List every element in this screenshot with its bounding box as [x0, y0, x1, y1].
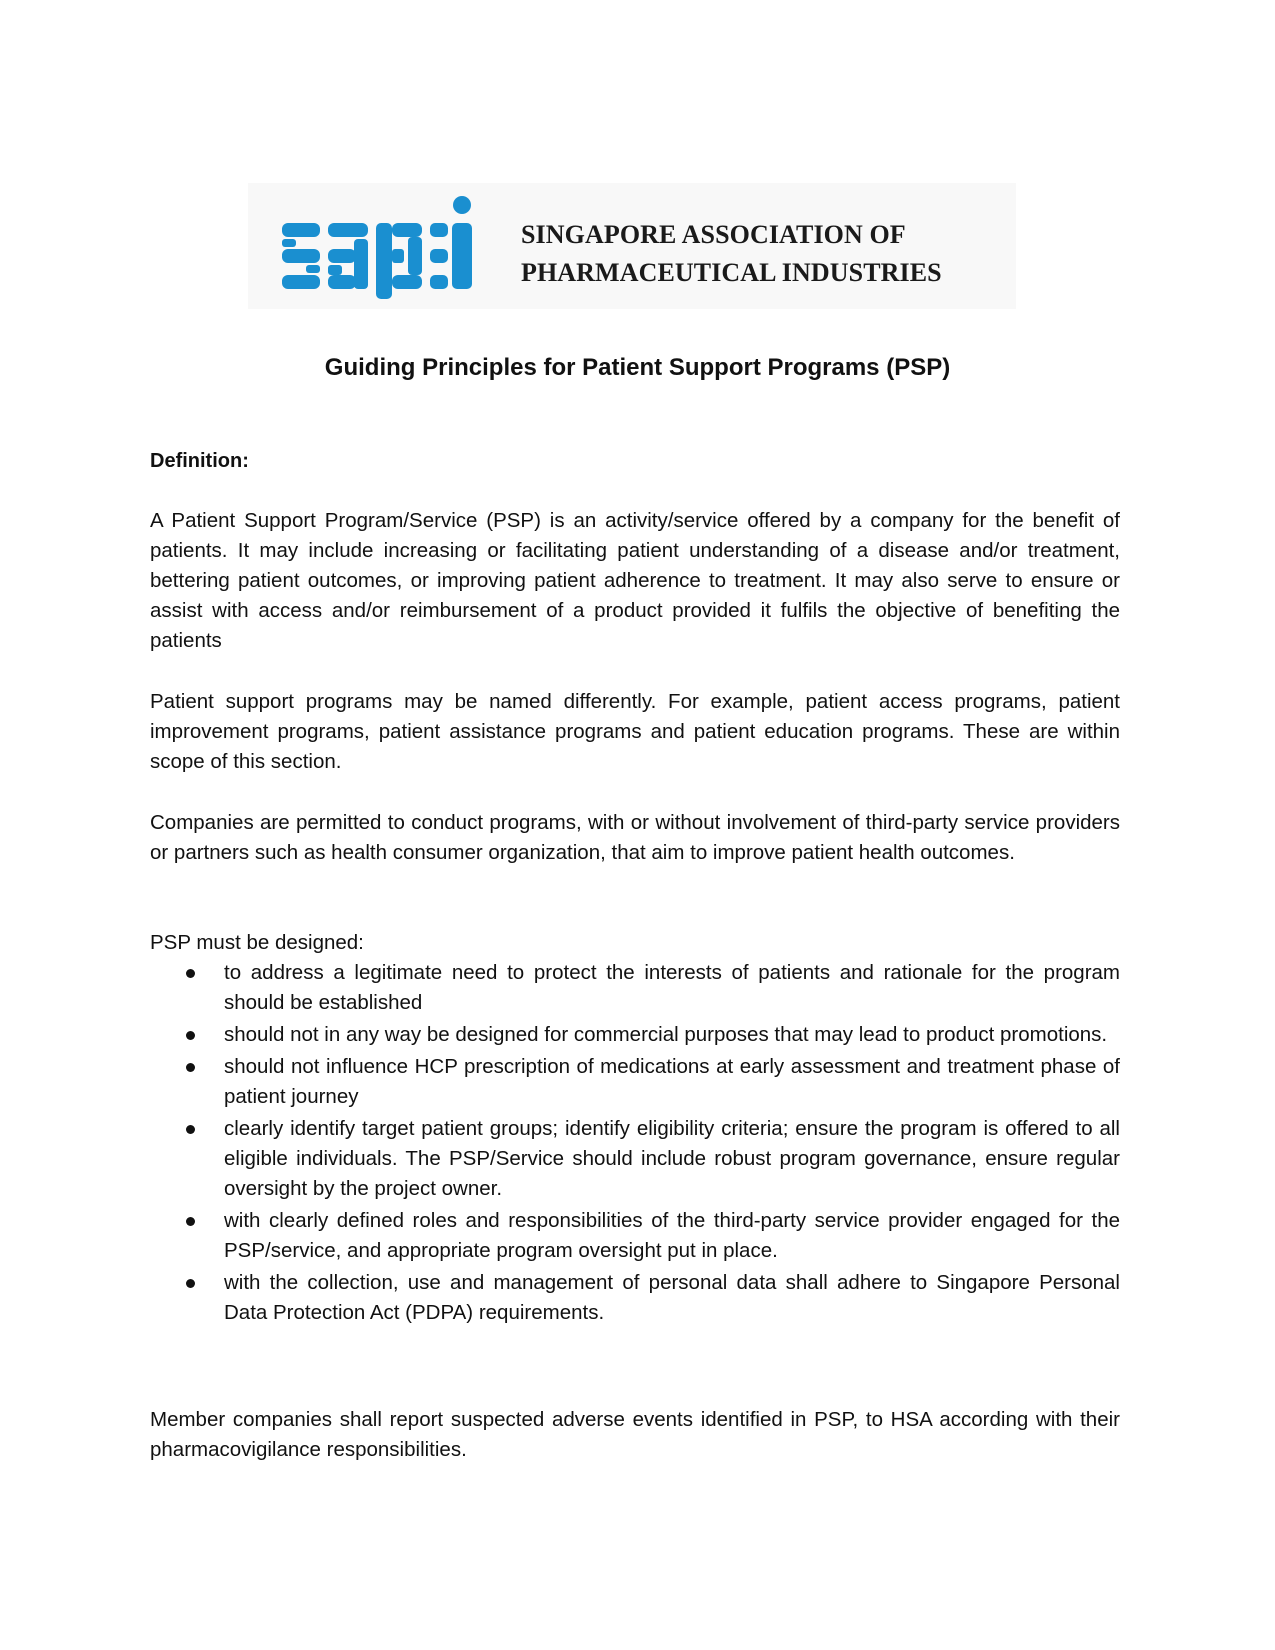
bullet-icon — [186, 1279, 195, 1288]
document-title: Guiding Principles for Patient Support Programs (PSP) — [324, 354, 951, 381]
list-item — [150, 958, 1120, 1018]
list-item — [150, 1052, 1120, 1112]
list-item-text: with clearly defined roles and responsibilities of the third-party service provider engaged for the PSP/service, and appropriate program oversight put in place. — [224, 1209, 1120, 1262]
list-item-text: should not in any way be designed for commercial purposes that may lead to product promotions. — [224, 1023, 1108, 1046]
list-item-text: clearly identify target patient groups; identify eligibility criteria; ensure the program is offered to all eligible individuals. The PSP/Service should include robust program governance, ensure regular oversight by the project owner. — [224, 1117, 1120, 1200]
bullet-icon — [186, 1063, 195, 1072]
list-intro: PSP must be designed: — [150, 931, 364, 954]
list-item-text: should not influence HCP prescription of medications at early assessment and treatment phase of patient journey — [224, 1055, 1120, 1108]
naming-paragraph: Patient support programs may be named differently. For example, patient access programs, patient improvement programs, patient assistance programs and patient education programs. These are within scope of this section. — [150, 690, 1120, 773]
bullet-icon — [186, 1031, 195, 1040]
definition-heading: Definition: — [150, 450, 249, 472]
bullet-icon — [186, 1125, 195, 1134]
list-item-text: to address a legitimate need to protect the interests of patients and rationale for the program should be established — [224, 961, 1120, 1014]
list-item-text: with the collection, use and management of personal data shall adhere to Singapore Personal Data Protection Act (PDPA) requirements. — [224, 1271, 1120, 1324]
adverse-events-paragraph: Member companies shall report suspected adverse events identified in PSP, to HSA according with their pharmacovigilance responsibilities. — [150, 1408, 1120, 1461]
definition-paragraph: A Patient Support Program/Service (PSP) is an activity/service offered by a company for the benefit of patients. It may include increasing or facilitating patient understanding of a disease and/or treatment, bettering patient outcomes, or improving patient adherence to treatment. It may also serve to ensure or assist with access and/or reimbursement of a product provided it fulfils the objective of benefiting the patients — [150, 509, 1120, 652]
permission-paragraph: Companies are permitted to conduct programs, with or without involvement of third-party service providers or partners such as health consumer organization, that aim to improve patient health outcomes. — [150, 811, 1120, 864]
list-item — [150, 1268, 1120, 1328]
design-requirements-list — [150, 958, 1120, 1330]
letterhead — [248, 183, 1016, 309]
list-item — [150, 1206, 1120, 1266]
sapi-logo — [282, 195, 478, 299]
organization-name — [521, 216, 942, 292]
bullet-icon — [186, 1217, 195, 1226]
list-item — [150, 1020, 1120, 1050]
organization-name-line-1: SINGAPORE ASSOCIATION OF — [521, 220, 906, 249]
list-item — [150, 1114, 1120, 1204]
bullet-icon — [186, 969, 195, 978]
organization-name-line-2: PHARMACEUTICAL INDUSTRIES — [521, 258, 942, 287]
